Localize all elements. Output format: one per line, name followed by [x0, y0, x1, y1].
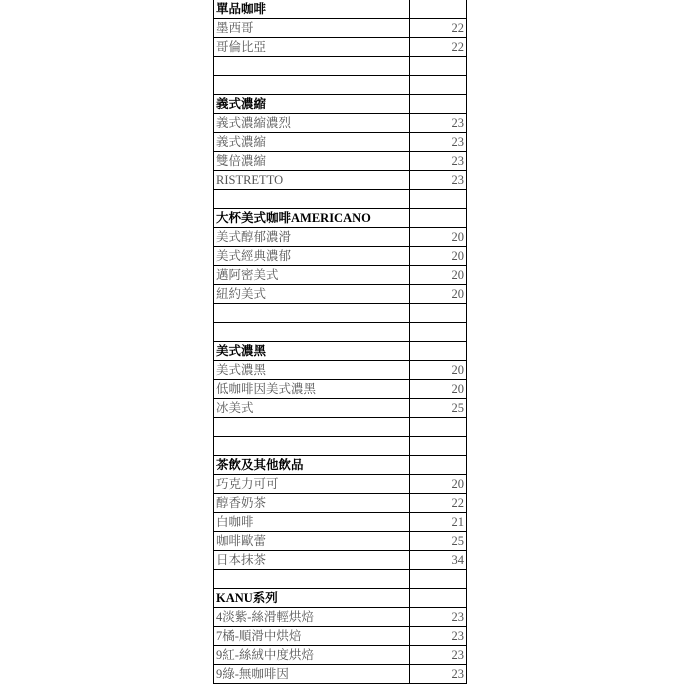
menu-item-row: [214, 19, 467, 38]
menu-item-row: [214, 665, 467, 684]
item-price: 25: [410, 532, 467, 551]
menu-item-row: [214, 266, 467, 285]
item-name: 美式經典濃郁: [214, 247, 410, 266]
menu-item-row: [214, 171, 467, 190]
blank-cell: [410, 57, 467, 76]
section-header-price-cell: [410, 589, 467, 608]
item-name: 義式濃縮: [214, 133, 410, 152]
menu-item-row: [214, 399, 467, 418]
item-name: RISTRETTO: [214, 171, 410, 190]
section-header-price-cell: [410, 456, 467, 475]
item-name: 白咖啡: [214, 513, 410, 532]
item-price: 20: [410, 266, 467, 285]
item-price: 23: [410, 133, 467, 152]
section-title: KANU系列: [214, 589, 410, 608]
menu-item-row: [214, 551, 467, 570]
item-price: 22: [410, 38, 467, 57]
section-header-price-cell: [410, 342, 467, 361]
blank-row: [214, 323, 467, 342]
blank-row: [214, 418, 467, 437]
item-name: 墨西哥: [214, 19, 410, 38]
item-name: 美式濃黑: [214, 361, 410, 380]
item-name: 7橘-順滑中烘焙: [214, 627, 410, 646]
item-name: 9綠-無咖啡因: [214, 665, 410, 684]
blank-row: [214, 76, 467, 95]
blank-cell: [410, 418, 467, 437]
menu-item-row: [214, 285, 467, 304]
item-name: 冰美式: [214, 399, 410, 418]
section-title: 義式濃縮: [214, 95, 410, 114]
menu-item-row: [214, 380, 467, 399]
blank-cell: [410, 570, 467, 589]
blank-cell: [214, 304, 410, 323]
blank-cell: [214, 57, 410, 76]
blank-row: [214, 304, 467, 323]
item-price: 25: [410, 399, 467, 418]
section-header-price-cell: [410, 209, 467, 228]
blank-cell: [410, 190, 467, 209]
blank-cell: [214, 76, 410, 95]
blank-row: [214, 57, 467, 76]
menu-item-row: [214, 475, 467, 494]
blank-row: [214, 437, 467, 456]
menu-item-row: [214, 152, 467, 171]
item-price: 21: [410, 513, 467, 532]
blank-cell: [410, 76, 467, 95]
section-header-price-cell: [410, 0, 467, 19]
item-name: 醇香奶茶: [214, 494, 410, 513]
menu-item-row: [214, 114, 467, 133]
menu-price-table: [213, 0, 467, 684]
item-price: 20: [410, 247, 467, 266]
blank-cell: [214, 570, 410, 589]
blank-cell: [214, 323, 410, 342]
menu-item-row: [214, 532, 467, 551]
item-name: 紐約美式: [214, 285, 410, 304]
menu-item-row: [214, 247, 467, 266]
menu-item-row: [214, 228, 467, 247]
item-name: 咖啡歐蕾: [214, 532, 410, 551]
item-price: 23: [410, 608, 467, 627]
item-price: 23: [410, 171, 467, 190]
menu-item-row: [214, 646, 467, 665]
blank-row: [214, 190, 467, 209]
menu-item-row: [214, 608, 467, 627]
menu-table-body: [214, 0, 467, 684]
menu-item-row: [214, 38, 467, 57]
blank-cell: [214, 418, 410, 437]
item-price: 23: [410, 646, 467, 665]
menu-item-row: [214, 513, 467, 532]
item-name: 哥倫比亞: [214, 38, 410, 57]
item-price: 20: [410, 380, 467, 399]
item-name: 美式醇郁濃滑: [214, 228, 410, 247]
item-name: 義式濃縮濃烈: [214, 114, 410, 133]
item-name: 低咖啡因美式濃黑: [214, 380, 410, 399]
section-header-row: [214, 209, 467, 228]
section-header-row: [214, 589, 467, 608]
blank-row: [214, 570, 467, 589]
item-price: 20: [410, 475, 467, 494]
blank-cell: [410, 437, 467, 456]
item-name: 巧克力可可: [214, 475, 410, 494]
section-title: 美式濃黑: [214, 342, 410, 361]
menu-item-row: [214, 133, 467, 152]
blank-cell: [214, 437, 410, 456]
section-header-row: [214, 95, 467, 114]
item-price: 23: [410, 114, 467, 133]
item-name: 雙倍濃縮: [214, 152, 410, 171]
section-header-price-cell: [410, 95, 467, 114]
blank-cell: [214, 190, 410, 209]
section-title: 茶飲及其他飲品: [214, 456, 410, 475]
blank-cell: [410, 304, 467, 323]
item-name: 邁阿密美式: [214, 266, 410, 285]
menu-item-row: [214, 361, 467, 380]
item-price: 22: [410, 494, 467, 513]
section-title: 大杯美式咖啡AMERICANO: [214, 209, 410, 228]
item-price: 22: [410, 19, 467, 38]
blank-cell: [410, 323, 467, 342]
item-price: 23: [410, 627, 467, 646]
item-name: 日本抹茶: [214, 551, 410, 570]
item-name: 4淡紫-絲滑輕烘焙: [214, 608, 410, 627]
item-price: 20: [410, 228, 467, 247]
item-price: 34: [410, 551, 467, 570]
item-price: 20: [410, 285, 467, 304]
item-name: 9紅-絲絨中度烘焙: [214, 646, 410, 665]
section-title: 單品咖啡: [214, 0, 410, 19]
item-price: 23: [410, 152, 467, 171]
item-price: 23: [410, 665, 467, 684]
section-header-row: [214, 342, 467, 361]
menu-item-row: [214, 494, 467, 513]
section-header-row: [214, 456, 467, 475]
section-header-row: [214, 0, 467, 19]
menu-item-row: [214, 627, 467, 646]
item-price: 20: [410, 361, 467, 380]
